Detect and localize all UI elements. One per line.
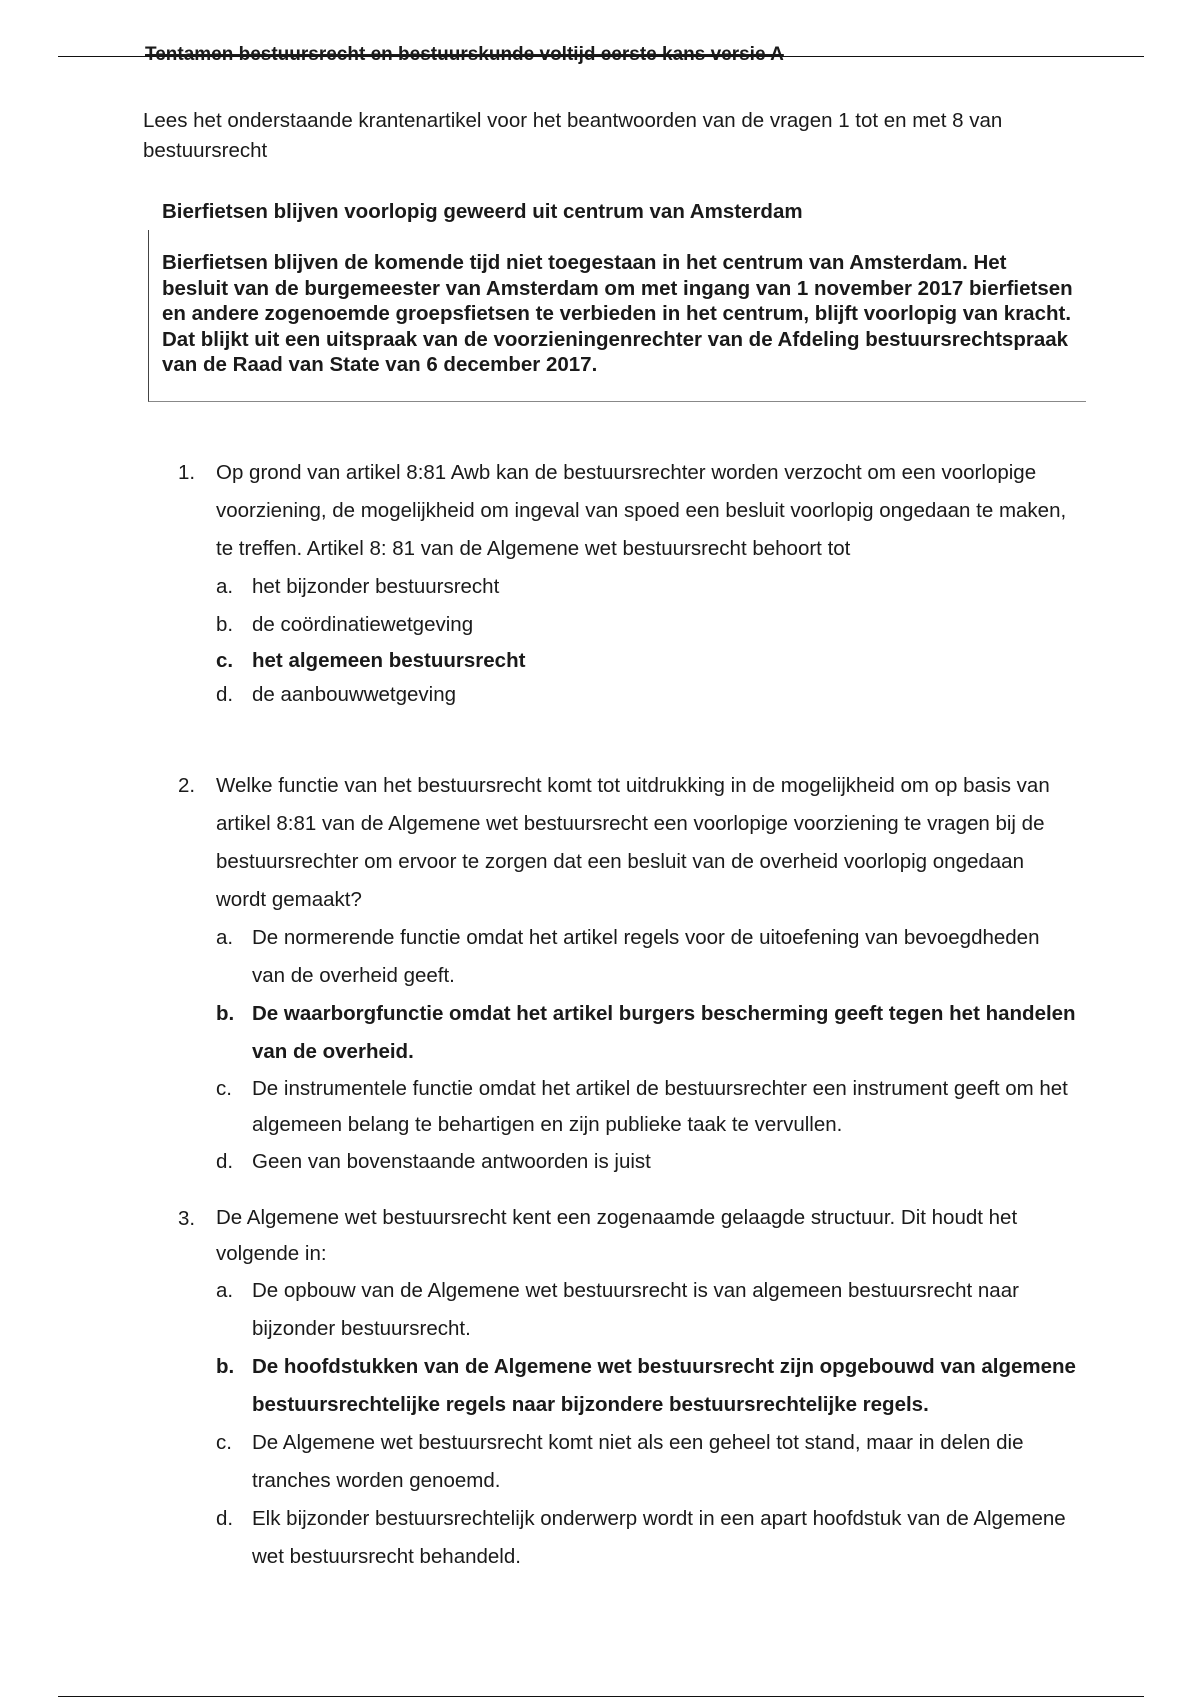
answer-option-d xyxy=(216,1500,1078,1576)
answer-option-a xyxy=(216,919,1078,995)
answer-option-a xyxy=(216,1272,1078,1348)
option-text: De hoofdstukken van de Algemene wet bestuursrecht zijn opgebouwd van algemene bestuursrechtelijke regels naar bijzondere bestuursrechtelijke regels. xyxy=(252,1355,1076,1416)
option-letter: b. xyxy=(216,1002,235,1025)
question-number: 2. xyxy=(178,774,196,797)
question-number: 1. xyxy=(178,461,196,484)
option-letter: a. xyxy=(216,575,234,598)
answer-option-b xyxy=(216,606,1078,644)
option-text: De Algemene wet bestuursrecht komt niet als een geheel tot stand, maar in delen die tranches worden genoemd. xyxy=(252,1431,1024,1492)
page-title: Tentamen bestuursrecht en bestuurskunde voltijd eerste kans versie A xyxy=(145,44,784,65)
option-letter: b. xyxy=(216,613,234,636)
question-text: De Algemene wet bestuursrecht kent een zogenaamde gelaagde structuur. Dit houdt het volgende in: xyxy=(216,1206,1018,1265)
option-letter: a. xyxy=(216,926,234,949)
question-text: Op grond van artikel 8:81 Awb kan de bestuursrechter worden verzocht om een voorlopige voorziening, de mogelijkheid om ingeval van spoed een besluit voorlopig ongedaan te maken, te treffen. Artikel 8: 81 van de Algemene wet bestuursrecht behoort tot xyxy=(216,461,1067,560)
article-body: Bierfietsen blijven de komende tijd niet toegestaan in het centrum van Amsterdam. Het besluit van de burgemeester van Amsterdam om met ingang van 1 november 2017 bierfietsen en andere zogenoemde groepsfietsen te verbieden in het centrum, blijft voorlopig van kracht. Dat blijkt uit een uitspraak van de voorzieningenrechter van de Afdeling bestuursrechtspraak van de Raad van State van 6 december 2017. xyxy=(162,251,1073,376)
option-text: de coördinatiewetgeving xyxy=(252,613,474,636)
footer-rule xyxy=(58,1696,1144,1697)
question-text: Welke functie van het bestuursrecht komt tot uitdrukking in de mogelijkheid om op basis van artikel 8:81 van de Algemene wet bestuursrecht een voorlopige voorziening te vragen bij de bestuursrechter om ervoor te zorgen dat een besluit van de overheid voorlopig ongedaan wordt gemaakt? xyxy=(216,774,1050,911)
option-letter: c. xyxy=(216,649,234,672)
option-letter: d. xyxy=(216,1507,234,1530)
intro-paragraph: Lees het onderstaande krantenartikel voor het beantwoorden van de vragen 1 tot en met 8 van bestuursrecht xyxy=(143,109,1003,162)
article-headline: Bierfietsen blijven voorlopig geweerd uit centrum van Amsterdam xyxy=(162,200,803,223)
question-1 xyxy=(178,454,1078,711)
option-text: De instrumentele functie omdat het artikel de bestuursrechter een instrument geeft om het algemeen belang te behartigen en zijn publieke taak te vervullen. xyxy=(252,1077,1068,1136)
question-3 xyxy=(178,1200,1078,1576)
answer-options xyxy=(216,568,1078,711)
option-text: Geen van bovenstaande antwoorden is juist xyxy=(252,1150,651,1173)
option-letter: c. xyxy=(216,1077,232,1100)
answer-options xyxy=(216,1272,1078,1576)
answer-option-b-correct xyxy=(216,1348,1078,1424)
option-text: Elk bijzonder bestuursrechtelijk onderwerp wordt in een apart hoofdstuk van de Algemene wet bestuursrecht behandeld. xyxy=(252,1507,1066,1568)
option-text: De waarborgfunctie omdat het artikel burgers bescherming geeft tegen het handelen van de overheid. xyxy=(252,1002,1076,1063)
option-letter: c. xyxy=(216,1431,232,1454)
option-text: De normerende functie omdat het artikel regels voor de uitoefening van bevoegdheden van de overheid geeft. xyxy=(252,926,1040,987)
answer-option-c-correct xyxy=(216,644,1078,678)
option-letter: b. xyxy=(216,1355,235,1378)
question-number: 3. xyxy=(178,1207,196,1230)
option-letter: d. xyxy=(216,1150,234,1173)
option-letter: d. xyxy=(216,683,234,706)
answer-options xyxy=(216,919,1078,1181)
answer-option-a xyxy=(216,568,1078,606)
answer-option-d xyxy=(216,1143,1078,1181)
answer-option-c xyxy=(216,1424,1078,1500)
option-text: het bijzonder bestuursrecht xyxy=(252,575,500,598)
option-text: het algemeen bestuursrecht xyxy=(252,649,526,672)
option-text: de aanbouwwetgeving xyxy=(252,683,457,706)
option-text: De opbouw van de Algemene wet bestuursrecht is van algemeen bestuursrecht naar bijzonder bestuursrecht. xyxy=(252,1279,1019,1340)
answer-option-c xyxy=(216,1071,1078,1143)
option-letter: a. xyxy=(216,1279,234,1302)
answer-option-b-correct xyxy=(216,995,1078,1071)
answer-option-d xyxy=(216,678,1078,711)
question-2 xyxy=(178,767,1078,1181)
